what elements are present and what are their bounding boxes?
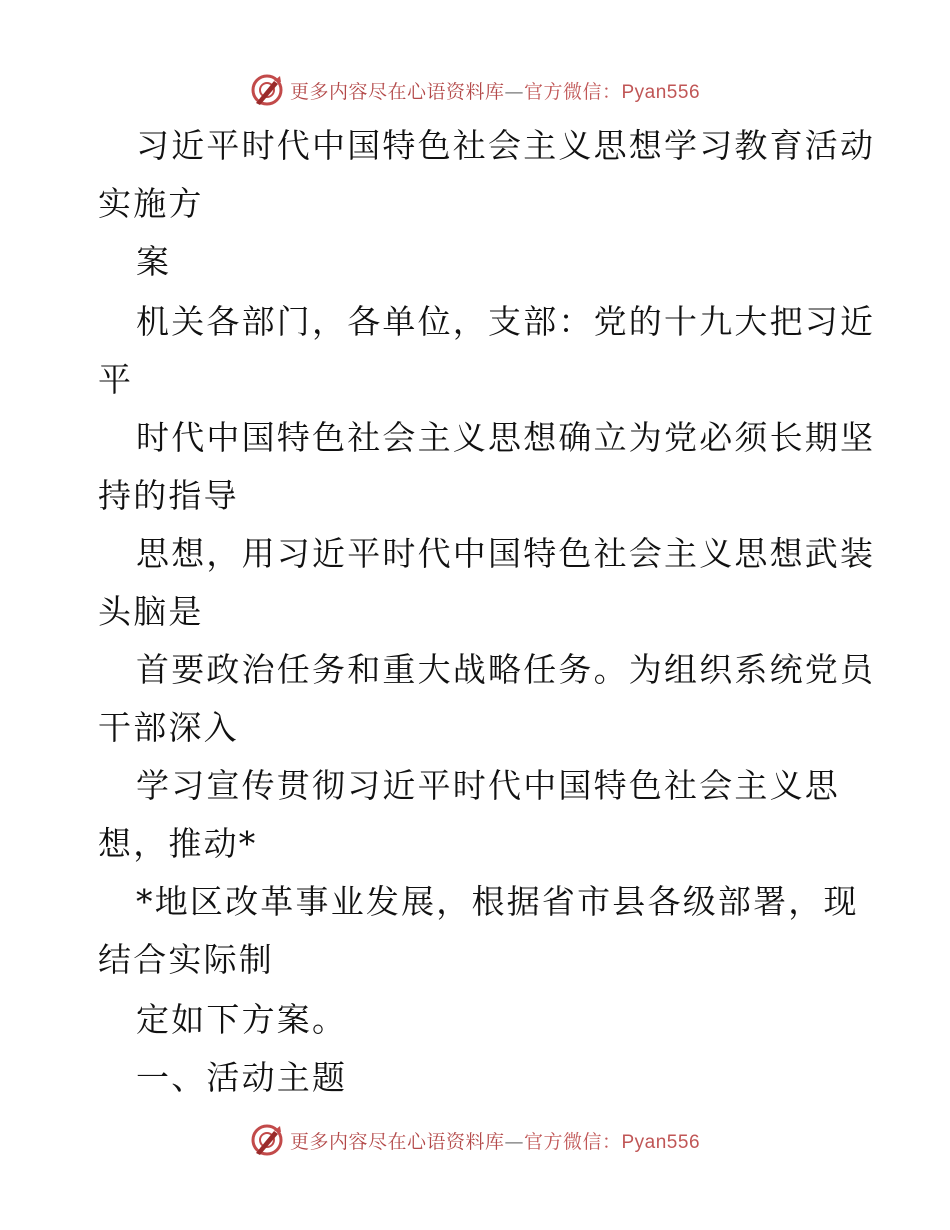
watermark-text [290, 1127, 700, 1154]
header-watermark [0, 70, 950, 110]
doc-line: 机关各部门，各单位，支部：党的十九大把习近 [136, 302, 876, 341]
watermark-separator: — [504, 80, 524, 103]
watermark-separator: — [504, 1130, 524, 1153]
doc-line: 学习宣传贯彻习近平时代中国特色社会主义思 [136, 766, 840, 805]
doc-line: 干部深入 [98, 708, 239, 747]
doc-line: 实施方 [98, 184, 204, 223]
doc-line: 持的指导 [98, 476, 239, 515]
doc-line: *地区改革事业发展，根据省市县各级部署，现 [136, 882, 859, 921]
watermark-text [290, 77, 700, 104]
watermark-id: Pyan556 [621, 81, 701, 103]
watermark-suffix: 官方微信： [523, 80, 622, 103]
doc-line: 平 [98, 360, 134, 399]
doc-line: 定如下方案。 [136, 1000, 348, 1039]
doc-line: 时代中国特色社会主义思想确立为党必须长期坚 [136, 418, 876, 457]
footer-watermark [0, 1120, 950, 1160]
doc-line: 思想，用习近平时代中国特色社会主义思想武装 [136, 534, 876, 573]
doc-line: 首要政治任务和重大战略任务。为组织系统党员 [136, 650, 876, 689]
doc-line: 想，推动* [98, 824, 258, 863]
doc-line: 头脑是 [98, 592, 204, 631]
watermark-prefix: 更多内容尽在心语资料库 [289, 1130, 505, 1153]
watermark-id: Pyan556 [621, 1131, 701, 1153]
doc-line: 结合实际制 [98, 940, 274, 979]
doc-line: 案 [136, 242, 172, 281]
doc-line: 习近平时代中国特色社会主义思想学习教育活动 [136, 126, 876, 165]
watermark-suffix: 官方微信： [523, 1130, 622, 1153]
pen-logo-icon [250, 73, 284, 107]
doc-line: 一、活动主题 [136, 1058, 348, 1097]
watermark-prefix: 更多内容尽在心语资料库 [289, 80, 505, 103]
pen-logo-icon [250, 1123, 284, 1157]
